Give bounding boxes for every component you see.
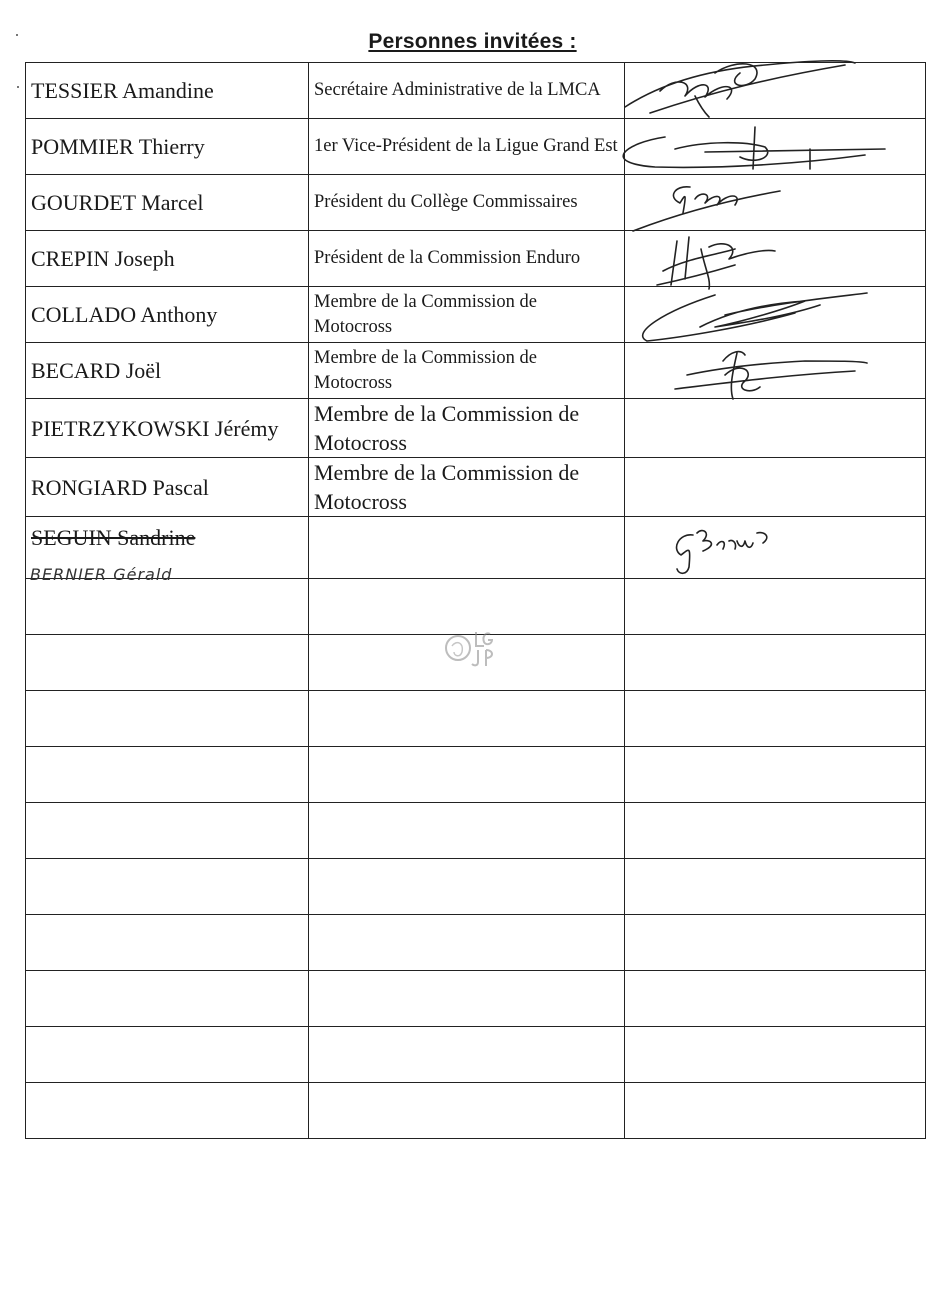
guest-role: Membre de la Commission de Motocross xyxy=(309,458,625,517)
table-row xyxy=(26,803,926,859)
table-row xyxy=(26,971,926,1027)
page-title: Personnes invitées : xyxy=(368,30,577,53)
guest-role: Membre de la Commission de Motocross xyxy=(309,287,625,343)
signature-cell xyxy=(625,287,926,343)
guest-role: Président de la Commission Enduro xyxy=(309,231,625,287)
table-row xyxy=(26,691,926,747)
signature-cell xyxy=(625,343,926,399)
signature-cell xyxy=(625,231,926,287)
guest-signature-table xyxy=(25,62,926,1139)
table-row xyxy=(26,231,926,287)
table-row xyxy=(26,343,926,399)
signature-cell xyxy=(625,399,926,458)
table-row xyxy=(26,859,926,915)
signature-cell xyxy=(625,119,926,175)
guest-name: RONGIARD Pascal xyxy=(26,458,309,517)
guest-role: Président du Collège Commissaires xyxy=(309,175,625,231)
guest-name: TESSIER Amandine xyxy=(26,63,309,119)
guest-name: POMMIER Thierry xyxy=(26,119,309,175)
table-row xyxy=(26,915,926,971)
guest-name: BECARD Joël xyxy=(26,343,309,399)
table-row xyxy=(26,175,926,231)
guest-role xyxy=(309,517,625,579)
table-row xyxy=(26,1083,926,1139)
signature-cell xyxy=(625,517,926,579)
guest-role: 1er Vice-Président de la Ligue Grand Est xyxy=(309,119,625,175)
signature-cell xyxy=(625,458,926,517)
handwritten-signature-bernier xyxy=(605,505,905,585)
guest-name: PIETRZYKOWSKI Jérémy xyxy=(26,399,309,458)
handwritten-replacement-name: BERNIER Gérald xyxy=(30,565,173,584)
signature-cell xyxy=(625,63,926,119)
table-row xyxy=(26,63,926,119)
table-row xyxy=(26,747,926,803)
guest-role: Membre de la Commission de Motocross xyxy=(309,343,625,399)
guest-role: Membre de la Commission de Motocross xyxy=(309,399,625,458)
table-row xyxy=(26,119,926,175)
guest-name: SEGUIN Sandrine xyxy=(26,517,309,579)
table-row xyxy=(26,1027,926,1083)
table-row xyxy=(26,287,926,343)
guest-role: Secrétaire Administrative de la LMCA xyxy=(309,63,625,119)
guest-name: CREPIN Joseph xyxy=(26,231,309,287)
guest-name: COLLADO Anthony xyxy=(26,287,309,343)
signature-cell xyxy=(625,175,926,231)
lgjp-logo-stamp xyxy=(442,626,504,668)
table-row xyxy=(26,458,926,517)
guest-name: GOURDET Marcel xyxy=(26,175,309,231)
table-row xyxy=(26,399,926,458)
